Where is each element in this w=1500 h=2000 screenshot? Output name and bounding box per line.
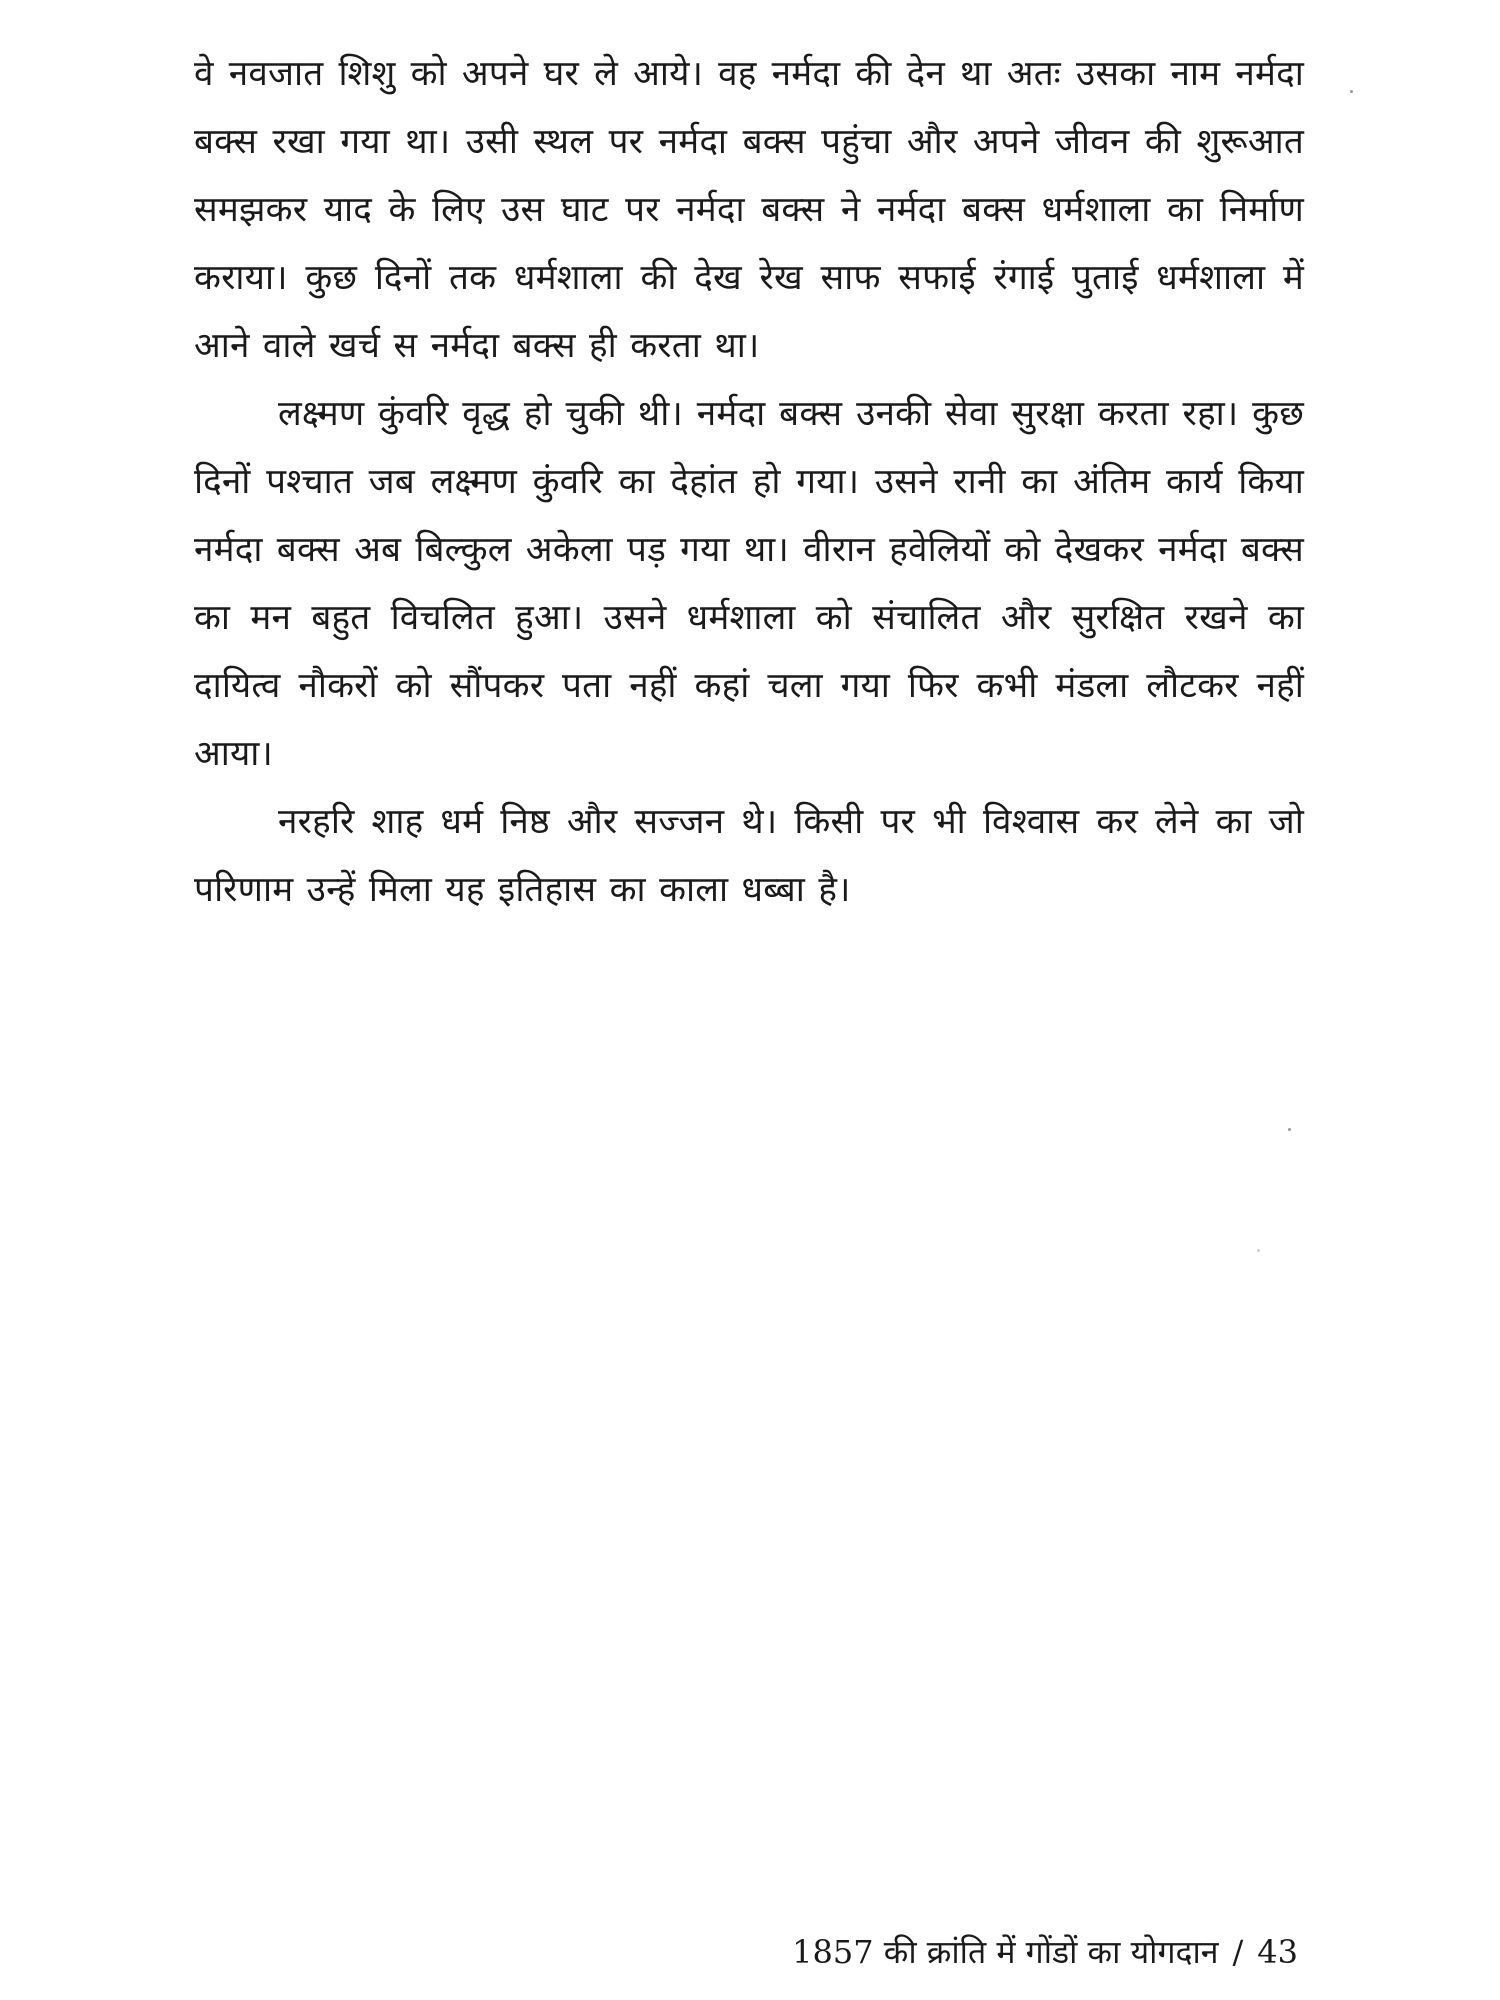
- paragraph-2: लक्ष्मण कुंवरि वृद्ध हो चुकी थी। नर्मदा बक्स उनकी सेवा सुरक्षा करता रहा। कुछ दिनों पश्चात जब लक्ष्मण कुंवरि का देहांत हो गया। उसने रानी का अंतिम कार्य किया नर्मदा बक्स अब बिल्कुल अकेला पड़ गया था। वीरान हवेलियों को देखकर नर्मदा बक्स का मन बहुत विचलित हुआ। उसने धर्मशाला को संचालित और सुरक्षित रखने का दायित्व नौकरों को सौंपकर पता नहीं कहां चला गया फिर कभी मंडला लौटकर नहीं आया।: [194, 394, 1304, 774]
- paragraph-1: वे नवजात शिशु को अपने घर ले आये। वह नर्मदा की देन था अतः उसका नाम नर्मदा बक्स रखा गया था। उसी स्थल पर नर्मदा बक्स पहुंचा और अपने जीवन की शुरूआत समझकर याद के लिए उस घाट पर नर्मदा बक्स ने नर्मदा बक्स धर्मशाला का निर्माण कराया। कुछ दिनों तक धर्मशाला की देख रेख साफ सफाई रंगाई पुताई धर्मशाला में आने वाले खर्च स नर्मदा बक्स ही करता था।: [194, 54, 1304, 366]
- page-number: 43: [1257, 1933, 1298, 1971]
- footer-book-title: 1857 की क्रांति में गोंडों का योगदान: [792, 1933, 1219, 1971]
- scan-speck: [1350, 90, 1353, 93]
- footer-separator: /: [1232, 1933, 1244, 1971]
- paragraph-3: नरहरि शाह धर्म निष्ठ और सज्जन थे। किसी पर भी विश्वास कर लेने का जो परिणाम उन्हें मिला यह इतिहास का काला धब्बा है।: [194, 802, 1304, 910]
- scan-speck: [1288, 1128, 1291, 1131]
- page-footer: [792, 1932, 1298, 1972]
- body-text: [194, 40, 1304, 924]
- scan-speck: [1257, 1249, 1260, 1252]
